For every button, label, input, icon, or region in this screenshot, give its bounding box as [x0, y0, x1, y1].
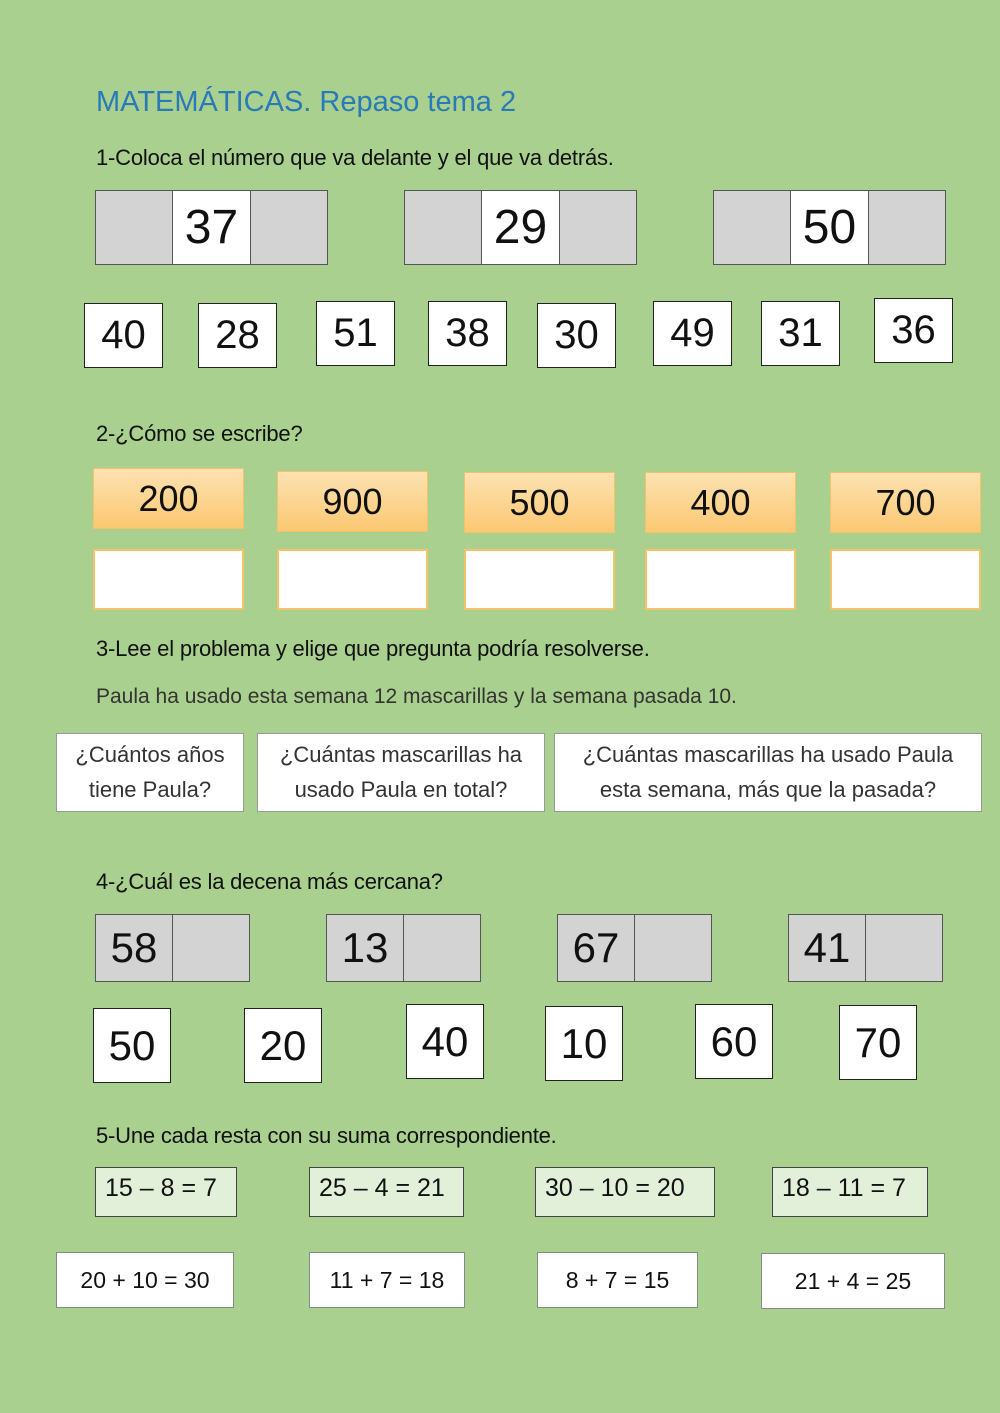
question-option[interactable] [257, 733, 545, 812]
sequence-group-3 [713, 190, 946, 265]
ten-tile[interactable]: 50 [93, 1008, 171, 1083]
answer-drop-slot[interactable] [172, 915, 249, 981]
ten-tile[interactable]: 70 [839, 1005, 917, 1080]
rounding-group [557, 914, 712, 982]
answer-input[interactable] [93, 549, 244, 610]
rounding-group [326, 914, 481, 982]
exercise-4-heading: 4-¿Cuál es la decena más cercana? [96, 869, 443, 894]
target-number: 29 [481, 191, 561, 264]
answer-input[interactable] [830, 549, 981, 610]
option-line: usado Paula en total? [294, 776, 508, 802]
after-drop-slot[interactable] [869, 191, 945, 264]
target-number: 50 [790, 191, 870, 264]
question-option[interactable] [554, 733, 982, 812]
answer-drop-slot[interactable] [403, 915, 480, 981]
after-drop-slot[interactable] [560, 191, 636, 264]
number-card: 500 [464, 472, 615, 533]
option-line: ¿Cuántas mascarillas ha [279, 742, 523, 768]
sequence-group-2 [404, 190, 637, 265]
page-title: MATEMÁTICAS. Repaso tema 2 [96, 86, 517, 118]
answer-drop-slot[interactable] [865, 915, 942, 981]
number-to-round: 58 [110, 924, 158, 971]
number-tile[interactable]: 51 [316, 301, 395, 366]
exercise-1-heading: 1-Coloca el número que va delante y el que va detrás. [96, 145, 614, 170]
number-tile[interactable]: 30 [537, 303, 616, 368]
exercise-2-heading: 2-¿Cómo se escribe? [96, 421, 303, 446]
sequence-group-1 [95, 190, 328, 265]
answer-input[interactable] [464, 549, 615, 610]
number-tile[interactable]: 31 [761, 301, 840, 366]
option-line: tiene Paula? [88, 776, 212, 802]
subtraction-card[interactable]: 25 – 4 = 21 [309, 1167, 464, 1217]
number-card: 700 [830, 472, 981, 533]
number-card: 900 [277, 471, 428, 532]
number-tile[interactable]: 40 [84, 303, 163, 368]
exercise-5-heading: 5-Une cada resta con su suma correspondiente. [96, 1123, 557, 1148]
ten-tile[interactable]: 20 [244, 1008, 322, 1083]
target-number: 37 [172, 191, 252, 264]
number-card: 200 [93, 468, 244, 529]
number-to-round: 13 [341, 924, 389, 971]
number-tile[interactable]: 38 [428, 301, 507, 366]
subtraction-card[interactable]: 18 – 11 = 7 [772, 1167, 928, 1217]
number-to-round: 67 [572, 924, 620, 971]
ten-tile[interactable]: 40 [406, 1004, 484, 1079]
before-drop-slot[interactable] [714, 191, 790, 264]
option-line: ¿Cuántas mascarillas ha usado Paula [582, 742, 954, 768]
before-drop-slot[interactable] [96, 191, 172, 264]
ten-tile[interactable]: 60 [695, 1004, 773, 1079]
answer-input[interactable] [277, 549, 428, 610]
rounding-group [95, 914, 250, 982]
subtraction-card[interactable]: 30 – 10 = 20 [535, 1167, 715, 1217]
number-to-round: 41 [803, 924, 851, 971]
exercise-3-heading: 3-Lee el problema y elige que pregunta podría resolverse. [96, 636, 650, 661]
option-line: ¿Cuántos años [75, 742, 225, 768]
answer-drop-slot[interactable] [634, 915, 711, 981]
number-card: 400 [645, 472, 796, 533]
after-drop-slot[interactable] [251, 191, 327, 264]
answer-input[interactable] [645, 549, 796, 610]
option-line: esta semana, más que la pasada? [599, 776, 937, 802]
subtraction-card[interactable]: 15 – 8 = 7 [95, 1167, 237, 1217]
addition-card[interactable]: 11 + 7 = 18 [309, 1252, 465, 1308]
before-drop-slot[interactable] [405, 191, 481, 264]
question-option[interactable] [56, 733, 244, 812]
number-tile[interactable]: 49 [653, 301, 732, 366]
addition-card[interactable]: 20 + 10 = 30 [56, 1252, 234, 1308]
problem-statement: Paula ha usado esta semana 12 mascarillas y la semana pasada 10. [96, 685, 737, 708]
addition-card[interactable]: 21 + 4 = 25 [761, 1253, 945, 1309]
rounding-group [788, 914, 943, 982]
ten-tile[interactable]: 10 [545, 1006, 623, 1081]
number-tile[interactable]: 28 [198, 303, 277, 368]
number-tile[interactable]: 36 [874, 298, 953, 363]
addition-card[interactable]: 8 + 7 = 15 [537, 1252, 698, 1308]
